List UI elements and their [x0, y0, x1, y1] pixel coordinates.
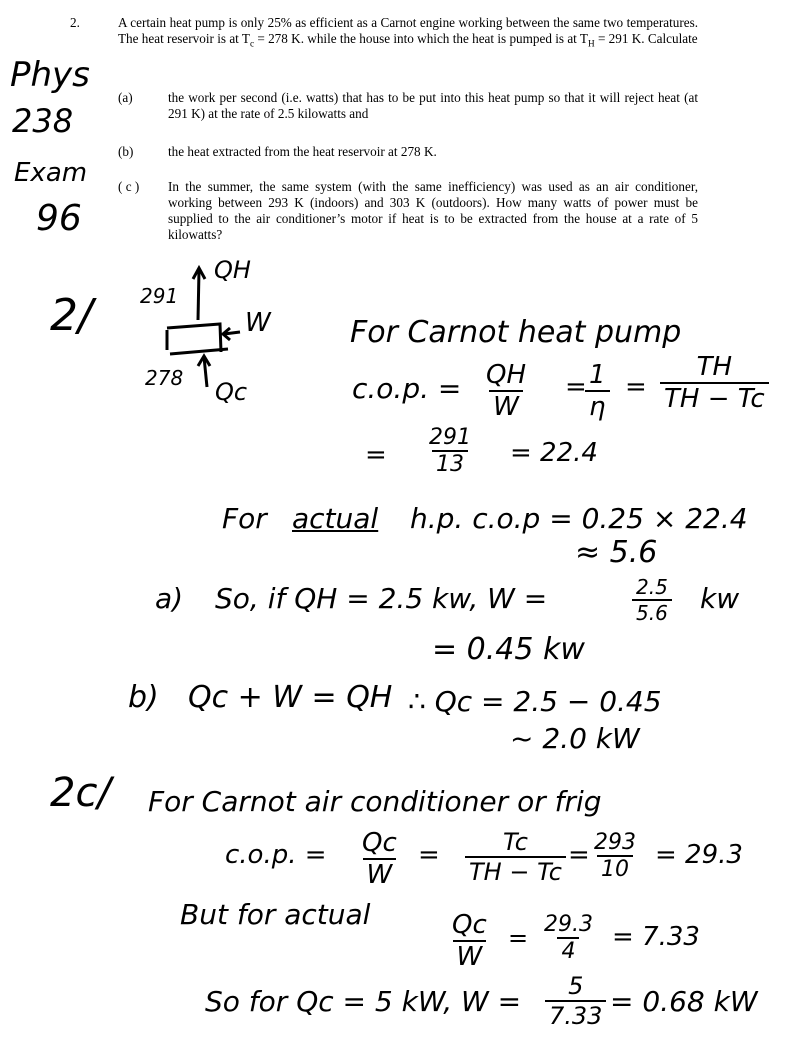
equals-sign: =	[625, 372, 647, 402]
actual-cop-result: ≈ 5.6	[575, 535, 658, 570]
solution-a-label: a)	[155, 582, 184, 615]
ac-actual-result: = 7.33	[612, 922, 700, 952]
ac-cop-label: c.o.p. =	[225, 840, 327, 870]
margin-238: 238	[12, 102, 74, 140]
cop-label: c.o.p. =	[352, 372, 462, 405]
ac-final-text: So for Qc = 5 kW, W =	[205, 985, 522, 1018]
actual-cop: h.p. c.o.p = 0.25 × 22.4	[410, 502, 748, 535]
intro-text-2: = 278 K. while the house into which the heat is pumped is at T	[254, 31, 588, 46]
part-c-label: ( c )	[118, 179, 140, 194]
intro-sub-c: c	[249, 38, 255, 49]
cop-fraction-th: $\frac{TH}{TH - Tc}$	[660, 352, 769, 414]
ac-final-result: = 0.68 kW	[610, 985, 758, 1018]
intro-text-3: = 291 K. Calculate	[594, 31, 698, 46]
solution-b-therefore: ∴ Qc = 2.5 − 0.45	[408, 685, 662, 718]
actual-prefix: For	[222, 502, 267, 535]
ac-fraction-qc-w: $\frac{Qc}{W}$	[362, 828, 397, 890]
ac-final-fraction: $\frac{5}{7.33}$	[545, 972, 606, 1030]
equals-sign: =	[418, 840, 440, 870]
carnot-title: For Carnot heat pump	[350, 315, 682, 350]
part-a-text: the work per second (i.e. watts) that has to be put into this heat pump so that it will reject heat (at 291 K) at the rate of 2.5 kilowatts and	[168, 90, 698, 121]
margin-96: 96	[36, 198, 82, 239]
margin-phys: Phys	[10, 55, 90, 95]
equals-sign: =	[568, 840, 590, 870]
solution-a-fraction: $\frac{2.5}{5.6}$	[632, 575, 672, 625]
part-b-label: (b)	[118, 144, 134, 159]
margin-exam: Exam	[14, 158, 88, 188]
problem-intro	[118, 15, 698, 52]
part-b-text: the heat extracted from the heat reservoir at 278 K.	[168, 144, 437, 159]
solution-a-result: = 0.45 kw	[432, 632, 585, 667]
ac-actual-fraction-qc-w: $\frac{Qc}{W}$	[452, 910, 487, 972]
diagram-t-hot: 291	[140, 284, 179, 308]
ac-actual-label: But for actual	[180, 898, 371, 931]
diagram-w: W	[245, 308, 271, 338]
intro-sub-h: H	[587, 38, 595, 49]
solution-b-equation: Qc + W = QH	[188, 680, 393, 715]
diagram-t-cold: 278	[145, 366, 184, 390]
solution-b-result: ~ 2.0 kW	[510, 722, 640, 755]
solution-a-text: So, if QH = 2.5 kw, W =	[215, 582, 548, 615]
score-mark-2c: 2c/	[50, 770, 111, 816]
ac-title: For Carnot air conditioner or frig	[148, 785, 602, 818]
equals-sign: =	[508, 924, 529, 952]
actual-word: actual	[292, 502, 379, 535]
cop-result: = 22.4	[510, 438, 598, 468]
intro-text-1: A certain heat pump is only 25% as efficient as a Carnot engine working between the same two temperatures. The heat reservoir is at T	[118, 15, 698, 46]
cop-fraction-1-eta: $\frac{1}{\eta}$	[585, 360, 610, 422]
equals-sign: =	[565, 372, 587, 402]
ac-actual-fraction-29-4: $\frac{29.3}{4}$	[544, 912, 593, 964]
diagram-q-h: QH	[214, 256, 251, 284]
diagram-q-c: Qc	[215, 378, 248, 406]
solution-a-unit: kw	[700, 582, 740, 615]
ac-fraction-tc: $\frac{Tc}{TH - Tc}$	[465, 828, 566, 886]
ac-cop-result: = 29.3	[655, 840, 743, 870]
solution-b-label: b)	[128, 680, 159, 715]
equals-sign: =	[365, 440, 387, 470]
part-a-label: (a)	[118, 90, 133, 105]
part-c-text: In the summer, the same system (with the same inefficiency) was used as an air conditioner, working between 293 K (indoors) and 303 K (outdoors). How many watts of power must be supplied to the air conditioner’s motor if heat is to be extracted from the house at a rate of 5 kilowatts?	[168, 179, 698, 242]
problem-number: 2.	[70, 15, 80, 30]
cop-calc-fraction: $\frac{291}{13}$	[429, 425, 471, 477]
score-mark-2: 2/	[50, 290, 93, 341]
cop-fraction-qh-w: $\frac{QH}{W}$	[486, 360, 527, 422]
ac-fraction-293-10: $\frac{293}{10}$	[594, 830, 636, 882]
